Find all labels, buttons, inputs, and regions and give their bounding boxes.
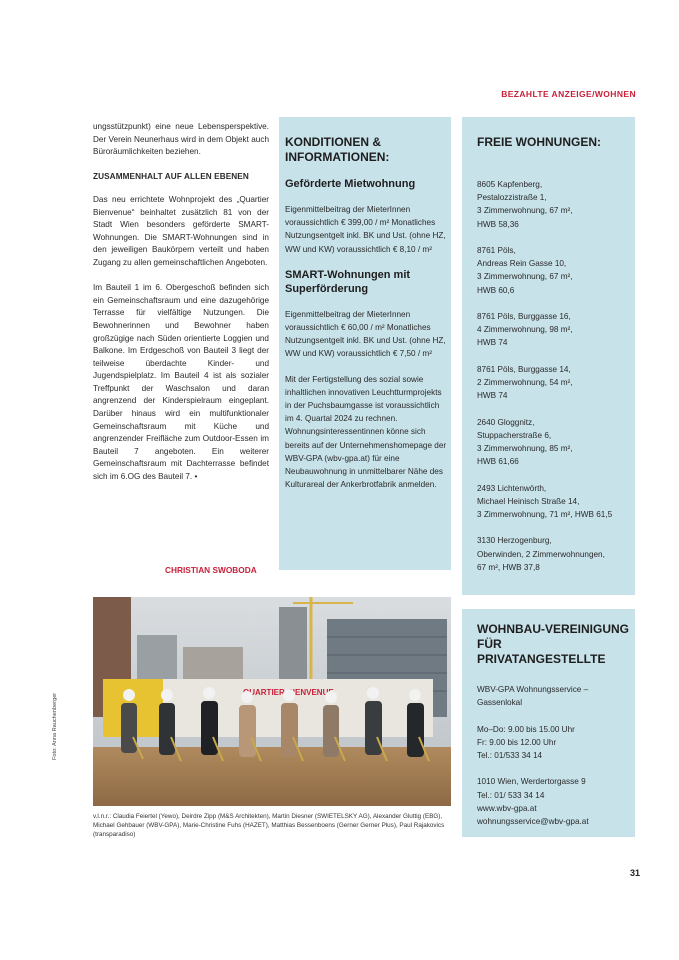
conditions-subheading: SMART-Wohnungen mit Superförderung xyxy=(285,268,411,295)
listing-line: 2493 Lichtenwörth, xyxy=(477,483,547,493)
listing-line: 2640 Gloggnitz, xyxy=(477,417,535,427)
article-paragraph: Das neu errichtete Wohnprojekt des „Quartier Bienvenue“ beinhaltet zusätzlich 81 von der Stadt Wien besonders geförderte SMART-Wohnungen. Die SMART-Wohnungen sind in den jeweiligen Baukörpern verteilt und haben Zugang zu allen gemeinschaftlichen Angeboten. xyxy=(93,194,269,267)
article-paragraph: ungsstützpunkt) eine neue Lebensperspektive. Der Verein Neunerhaus wird in dem Objekt auch Büroräumlichkeiten beziehen. xyxy=(93,122,269,157)
listing-line: HWB 74 xyxy=(477,338,508,348)
website-link[interactable]: www.wbv-gpa.at xyxy=(477,803,537,813)
apartment-listing xyxy=(477,482,635,522)
listing-line: 8761 Pöls, Burggasse 16, xyxy=(477,312,571,321)
listing-line: 3 Zimmerwohnung, 85 m², xyxy=(477,444,573,453)
listing-line: 3130 Herzogenburg, xyxy=(477,536,552,546)
conditions-text: Mit der Fertigstellung des sozial sowie inhaltlichen innovativen Leuchtturmprojekts in der Puchsbaumgasse ist voraussichtlich im 4. Quartal 2024 zu rechnen. Wohnungsinteressentinnen könne sich bereits auf der Unternehmenshomepage der WBV-GPA (wbv-gpa.at) für eine Neubauwohnung in unmittelbarer Nähe des Kulturareal der Ankerbrotfabrik anmelden. xyxy=(285,374,447,490)
site-banner-text: QUARTIER BIENVENUE xyxy=(243,688,334,697)
conditions-text: Eigenmittelbeitrag der MieterInnen voraussichtlich € 399,00 / m² Monatliches Nutzungsentgelt inkl. BK und Ust. (ohne HZ, WW und KW) voraussichtlich € 8,10 / m² xyxy=(285,205,446,254)
free-apartments-title: FREIE WOHNUNGEN: xyxy=(477,135,601,149)
listing-line: 67 m², HWB 37,8 xyxy=(477,562,540,572)
listing-line: Stuppacherstraße 6, xyxy=(477,430,552,440)
conditions-title: KONDITIONEN & INFORMATIONEN: xyxy=(285,135,390,164)
apartment-listing xyxy=(477,244,635,297)
conditions-content xyxy=(285,135,447,503)
article-subheading: ZUSAMMENHALT AUF ALLEN EBENEN xyxy=(93,172,249,182)
listing-line: 8761 Pöls, xyxy=(477,246,516,255)
listing-line: 3 Zimmerwohnung, 71 m², HWB 61,5 xyxy=(477,510,613,519)
listing-line: 8605 Kapfenberg, xyxy=(477,180,543,189)
listing-line: 4 Zimmerwohnung, 98 m², xyxy=(477,325,573,335)
conditions-text: Eigenmittelbeitrag der MieterInnen voraussichtlich € 60,00 / m² Monatliches Nutzungsentgelt inkl. BK und Ust. (ohne HZ, WW und KW) voraussichtlich € 7,50 / m² xyxy=(285,309,446,359)
listing-line: 3 Zimmerwohnung, 67 m², xyxy=(477,272,573,282)
photo-caption: v.l.n.r.: Claudia Feiertel (Yewo), Deirdre Zipp (M&S Architekten), Martin Diesner (SWIETELSKY AG), Alexander Gluttig (EBG), Michael Gehbauer (WBV-GPA), Marie-Christine Fuhs (HAZET), Matthias Bessenboens (Gerner Gerner Plus), Paul Rajakovics (transparadiso) xyxy=(93,813,445,838)
listing-line: HWB 58,36 xyxy=(477,219,519,229)
article-paragraph: Im Bauteil 1 im 6. Obergeschoß befinden sich ein Gemeinschaftsraum und eine dazugehörige Terrasse für vielfältige Nutzungen. Die Bewohnerinnen und Bewohner haben großzügige nach Süden orientierte Loggien und Balkone. Im Erdgeschoß von Bauteil 3 liegt der teilweise überdachte Kinder- und Jugendspielplatz. Im Bauteil 4 ist als sozialer Treffpunkt der Waschsalon und daran angrenzend der Kinderspielraum eingeplant. Darüber hinaus wird ein multifunktionaler Gemeinschaftsraum mit Küche und angrenzender Freifläche zum Outdoor-Essen im Bauteil 7 angeboten. Ein weiterer Gemeinschaftsraum mit Dachterrasse befindet sich im 6.OG des Bauteil 7. • xyxy=(93,283,269,482)
listing-line: 2 Zimmerwohnung, 54 m², xyxy=(477,378,573,387)
photo-credit: Foto: Anna Rauchenberger xyxy=(52,692,58,760)
listing-line: Michael Heinisch Straße 14, xyxy=(477,496,580,506)
apartment-listing xyxy=(477,310,635,350)
listing-line: Andreas Rein Gasse 10, xyxy=(477,259,567,269)
page-number: 31 xyxy=(629,868,640,878)
author-byline: CHRISTIAN SWOBODA xyxy=(165,565,257,575)
listing-line: HWB 74 xyxy=(477,391,508,401)
free-apartments-content xyxy=(477,135,635,587)
contact-hours: Mo–Do: 9.00 bis 15.00 Uhr Fr: 9.00 bis 12.00 Uhr Tel.: 01/533 34 14 xyxy=(477,724,575,760)
listing-line: HWB 61,66 xyxy=(477,457,519,467)
apartment-listing xyxy=(477,534,635,574)
listing-line: 8761 Pöls, Burggasse 14, xyxy=(477,364,571,374)
contact-address: 1010 Wien, Werdertorgasse 9 Tel.: 01/ 533 34 14 www.wbv-gpa.at wohnungsservice@wbv-gpa.at xyxy=(477,775,632,828)
groundbreaking-photo xyxy=(93,597,451,806)
contact-office: WBV-GPA Wohnungsservice – Gassenlokal xyxy=(477,685,589,708)
section-kicker: BEZAHLTE ANZEIGE/WOHNEN xyxy=(501,89,636,99)
apartment-listing xyxy=(477,416,635,469)
apartment-listing xyxy=(477,363,635,403)
apartment-listing xyxy=(477,178,635,231)
email-link[interactable]: wohnungsservice@wbv-gpa.at xyxy=(477,817,589,826)
listing-line: HWB 60,6 xyxy=(477,285,515,295)
article-column xyxy=(93,121,269,496)
listing-line: 3 Zimmerwohnung, 67 m², xyxy=(477,206,573,216)
conditions-subheading: Geförderte Mietwohnung xyxy=(285,178,416,190)
contact-content xyxy=(477,622,632,841)
contact-title: WOHNBAU-VEREINIGUNG FÜR PRIVATANGESTELLTE xyxy=(477,622,629,666)
listing-line: Pestalozzistraße 1, xyxy=(477,193,547,203)
listing-line: Oberwinden, 2 Zimmerwohnungen, xyxy=(477,549,605,559)
